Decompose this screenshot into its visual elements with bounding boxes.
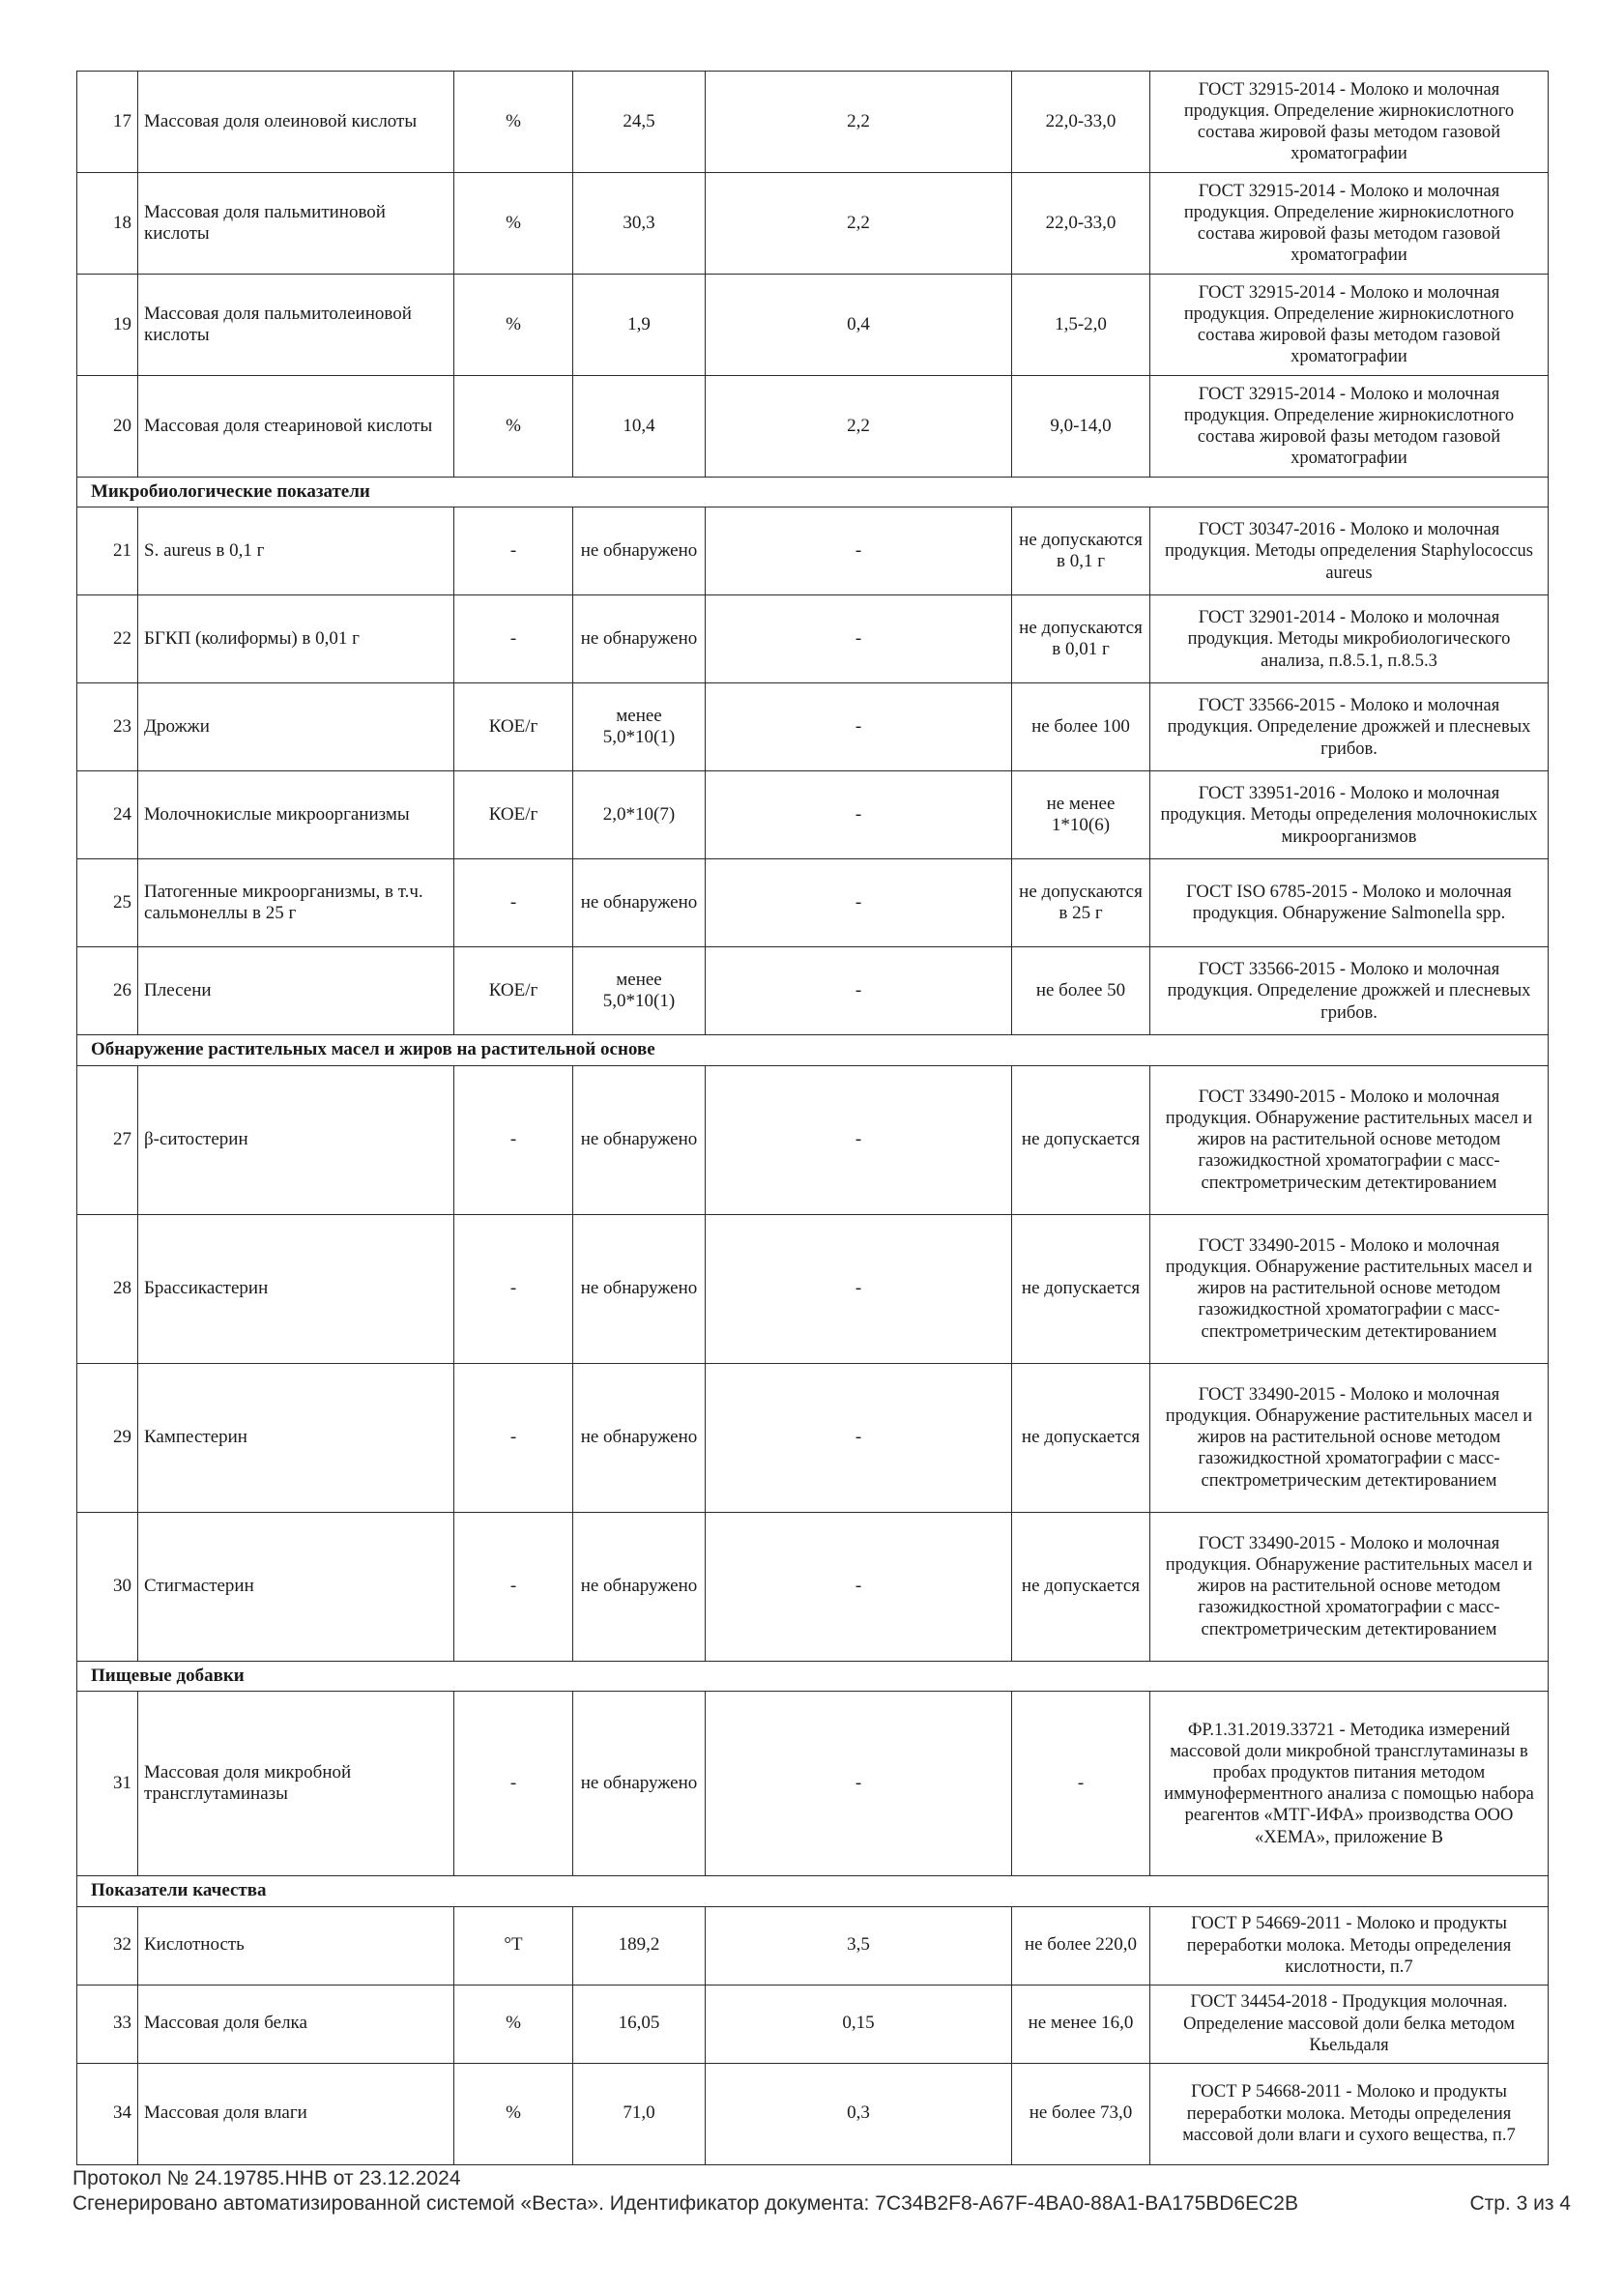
unit-cell: -: [454, 1214, 573, 1363]
error-cell: 2,2: [706, 173, 1012, 275]
method-cell: ГОСТ 33490-2015 - Молоко и молочная продукция. Обнаружение растительных масел и жиров на растительной основе методом газожидкостной хроматографии с масс-спектрометрическим детектированием: [1150, 1363, 1549, 1512]
method-cell: ГОСТ 32915-2014 - Молоко и молочная продукция. Определение жирнокислотного состава жировой фазы методом газовой хроматографии: [1150, 173, 1549, 275]
unit-cell: -: [454, 1692, 573, 1876]
table-row: [77, 1363, 1549, 1512]
error-cell: 2,2: [706, 376, 1012, 478]
result-cell: не обнаружено: [573, 859, 706, 947]
method-cell: ГОСТ 33490-2015 - Молоко и молочная продукция. Обнаружение растительных масел и жиров на растительной основе методом газожидкостной хроматографии с масс-спектрометрическим детектированием: [1150, 1512, 1549, 1661]
result-cell: 1,9: [573, 275, 706, 376]
indicator-name: Массовая доля белка: [138, 1985, 454, 2063]
method-cell: ГОСТ 33951-2016 - Молоко и молочная продукция. Методы определения молочнокислых микроорганизмов: [1150, 771, 1549, 859]
row-number: 34: [77, 2063, 138, 2164]
norm-cell: не более 100: [1012, 683, 1150, 771]
table-row: [77, 1906, 1549, 1985]
row-number: 17: [77, 72, 138, 173]
error-cell: -: [706, 947, 1012, 1035]
method-cell: ГОСТ ISO 6785-2015 - Молоко и молочная продукция. Обнаружение Salmonella spp.: [1150, 859, 1549, 947]
method-cell: ГОСТ 32915-2014 - Молоко и молочная продукция. Определение жирнокислотного состава жировой фазы методом газовой хроматографии: [1150, 376, 1549, 478]
unit-cell: КОЕ/г: [454, 947, 573, 1035]
row-number: 25: [77, 859, 138, 947]
error-cell: -: [706, 1692, 1012, 1876]
indicator-name: Массовая доля пальмитиновой кислоты: [138, 173, 454, 275]
results-table-body: [77, 72, 1549, 2165]
norm-cell: не менее 16,0: [1012, 1985, 1150, 2063]
method-cell: ГОСТ Р 54669-2011 - Молоко и продукты переработки молока. Методы определения кислотности, п.7: [1150, 1906, 1549, 1985]
norm-cell: 9,0-14,0: [1012, 376, 1150, 478]
norm-cell: не более 220,0: [1012, 1906, 1150, 1985]
indicator-name: Дрожжи: [138, 683, 454, 771]
indicator-name: Патогенные микроорганизмы, в т.ч. сальмонеллы в 25 г: [138, 859, 454, 947]
result-cell: 16,05: [573, 1985, 706, 2063]
result-cell: 24,5: [573, 72, 706, 173]
unit-cell: -: [454, 1363, 573, 1512]
unit-cell: -: [454, 507, 573, 595]
norm-cell: не допускается: [1012, 1214, 1150, 1363]
norm-cell: не допускаются в 25 г: [1012, 859, 1150, 947]
table-row: [77, 1692, 1549, 1876]
indicator-name: Кислотность: [138, 1906, 454, 1985]
section-title: Пищевые добавки: [77, 1661, 1549, 1691]
method-cell: ГОСТ Р 54668-2011 - Молоко и продукты переработки молока. Методы определения массовой доли влаги и сухого вещества, п.7: [1150, 2063, 1549, 2164]
method-cell: ГОСТ 32915-2014 - Молоко и молочная продукция. Определение жирнокислотного состава жировой фазы методом газовой хроматографии: [1150, 72, 1549, 173]
indicator-name: S. aureus в 0,1 г: [138, 507, 454, 595]
row-number: 24: [77, 771, 138, 859]
error-cell: 0,15: [706, 1985, 1012, 2063]
row-number: 33: [77, 1985, 138, 2063]
unit-cell: °Т: [454, 1906, 573, 1985]
result-cell: не обнаружено: [573, 1512, 706, 1661]
method-cell: ГОСТ 30347-2016 - Молоко и молочная продукция. Методы определения Staphylococcus aureus: [1150, 507, 1549, 595]
table-row: [77, 275, 1549, 376]
norm-cell: не более 73,0: [1012, 2063, 1150, 2164]
unit-cell: -: [454, 1065, 573, 1214]
result-cell: не обнаружено: [573, 595, 706, 683]
generated-note: Сгенерировано автоматизированной системой «Веста». Идентификатор документа: 7C34B2F8-A67F-4BA0-88A1-BA175BD6EC2B: [72, 2191, 1298, 2215]
indicator-name: Массовая доля пальмитолеиновой кислоты: [138, 275, 454, 376]
results-table: [76, 71, 1549, 2165]
indicator-name: БГКП (колиформы) в 0,01 г: [138, 595, 454, 683]
row-number: 32: [77, 1906, 138, 1985]
error-cell: -: [706, 1512, 1012, 1661]
error-cell: 2,2: [706, 72, 1012, 173]
norm-cell: -: [1012, 1692, 1150, 1876]
indicator-name: Брассикастерин: [138, 1214, 454, 1363]
table-row: [77, 1985, 1549, 2063]
page-footer: [72, 2166, 1571, 2216]
method-cell: ГОСТ 34454-2018 - Продукция молочная. Определение массовой доли белка методом Кьельдаля: [1150, 1985, 1549, 2063]
table-row: [77, 376, 1549, 478]
unit-cell: %: [454, 275, 573, 376]
section-header-quality: [77, 1876, 1549, 1906]
protocol-number: Протокол № 24.19785.ННВ от 23.12.2024: [72, 2167, 461, 2189]
norm-cell: 22,0-33,0: [1012, 173, 1150, 275]
error-cell: -: [706, 595, 1012, 683]
unit-cell: %: [454, 376, 573, 478]
error-cell: -: [706, 1065, 1012, 1214]
row-number: 26: [77, 947, 138, 1035]
table-row: [77, 173, 1549, 275]
method-cell: ГОСТ 33566-2015 - Молоко и молочная продукция. Определение дрожжей и плесневых грибов.: [1150, 683, 1549, 771]
error-cell: -: [706, 1363, 1012, 1512]
row-number: 20: [77, 376, 138, 478]
table-row: [77, 771, 1549, 859]
result-cell: не обнаружено: [573, 507, 706, 595]
unit-cell: %: [454, 173, 573, 275]
table-row: [77, 72, 1549, 173]
unit-cell: %: [454, 72, 573, 173]
norm-cell: не менее 1*10(6): [1012, 771, 1150, 859]
norm-cell: не допускается: [1012, 1065, 1150, 1214]
table-row: [77, 683, 1549, 771]
result-cell: 30,3: [573, 173, 706, 275]
row-number: 31: [77, 1692, 138, 1876]
section-title: Обнаружение растительных масел и жиров на растительной основе: [77, 1035, 1549, 1065]
table-row: [77, 859, 1549, 947]
error-cell: -: [706, 771, 1012, 859]
unit-cell: %: [454, 2063, 573, 2164]
indicator-name: Плесени: [138, 947, 454, 1035]
table-row: [77, 1065, 1549, 1214]
norm-cell: 1,5-2,0: [1012, 275, 1150, 376]
norm-cell: не допускаются в 0,01 г: [1012, 595, 1150, 683]
row-number: 22: [77, 595, 138, 683]
page-number: Стр. 3 из 4: [1469, 2191, 1571, 2215]
error-cell: 0,4: [706, 275, 1012, 376]
indicator-name: Массовая доля стеариновой кислоты: [138, 376, 454, 478]
norm-cell: не допускается: [1012, 1363, 1150, 1512]
section-title: Показатели качества: [77, 1876, 1549, 1906]
method-cell: ГОСТ 32915-2014 - Молоко и молочная продукция. Определение жирнокислотного состава жировой фазы методом газовой хроматографии: [1150, 275, 1549, 376]
result-cell: не обнаружено: [573, 1065, 706, 1214]
table-row: [77, 507, 1549, 595]
row-number: 23: [77, 683, 138, 771]
indicator-name: Кампестерин: [138, 1363, 454, 1512]
row-number: 27: [77, 1065, 138, 1214]
section-header-micro: [77, 478, 1549, 507]
method-cell: ГОСТ 33566-2015 - Молоко и молочная продукция. Определение дрожжей и плесневых грибов.: [1150, 947, 1549, 1035]
method-cell: ГОСТ 33490-2015 - Молоко и молочная продукция. Обнаружение растительных масел и жиров на растительной основе методом газожидкостной хроматографии с масс-спектрометрическим детектированием: [1150, 1214, 1549, 1363]
result-cell: не обнаружено: [573, 1692, 706, 1876]
error-cell: -: [706, 507, 1012, 595]
method-cell: ФР.1.31.2019.33721 - Методика измерений массовой доли микробной трансглутаминазы в пробах продуктов питания методом иммуноферментного анализа с помощью набора реагентов «МТГ-ИФА» производства ООО «ХЕМА», приложение В: [1150, 1692, 1549, 1876]
unit-cell: -: [454, 1512, 573, 1661]
result-cell: 10,4: [573, 376, 706, 478]
result-cell: 189,2: [573, 1906, 706, 1985]
error-cell: -: [706, 683, 1012, 771]
indicator-name: Молочнокислые микроорганизмы: [138, 771, 454, 859]
table-row: [77, 2063, 1549, 2164]
indicator-name: β-ситостерин: [138, 1065, 454, 1214]
table-row: [77, 1214, 1549, 1363]
section-header-additives: [77, 1661, 1549, 1691]
error-cell: 0,3: [706, 2063, 1012, 2164]
result-cell: не обнаружено: [573, 1214, 706, 1363]
method-cell: ГОСТ 32901-2014 - Молоко и молочная продукция. Методы микробиологического анализа, п.8.5.1, п.8.5.3: [1150, 595, 1549, 683]
indicator-name: Массовая доля олеиновой кислоты: [138, 72, 454, 173]
result-cell: 2,0*10(7): [573, 771, 706, 859]
row-number: 28: [77, 1214, 138, 1363]
error-cell: -: [706, 1214, 1012, 1363]
unit-cell: КОЕ/г: [454, 683, 573, 771]
method-cell: ГОСТ 33490-2015 - Молоко и молочная продукция. Обнаружение растительных масел и жиров на растительной основе методом газожидкостной хроматографии с масс-спектрометрическим детектированием: [1150, 1065, 1549, 1214]
unit-cell: КОЕ/г: [454, 771, 573, 859]
error-cell: 3,5: [706, 1906, 1012, 1985]
row-number: 18: [77, 173, 138, 275]
unit-cell: -: [454, 595, 573, 683]
unit-cell: -: [454, 859, 573, 947]
report-sheet: [76, 71, 1548, 2165]
indicator-name: Массовая доля микробной трансглутаминазы: [138, 1692, 454, 1876]
row-number: 30: [77, 1512, 138, 1661]
norm-cell: не более 50: [1012, 947, 1150, 1035]
table-row: [77, 1512, 1549, 1661]
norm-cell: 22,0-33,0: [1012, 72, 1150, 173]
row-number: 19: [77, 275, 138, 376]
error-cell: -: [706, 859, 1012, 947]
norm-cell: не допускаются в 0,1 г: [1012, 507, 1150, 595]
row-number: 29: [77, 1363, 138, 1512]
norm-cell: не допускается: [1012, 1512, 1150, 1661]
table-row: [77, 595, 1549, 683]
indicator-name: Стигмастерин: [138, 1512, 454, 1661]
section-header-vegetable: [77, 1035, 1549, 1065]
result-cell: не обнаружено: [573, 1363, 706, 1512]
unit-cell: %: [454, 1985, 573, 2063]
result-cell: 71,0: [573, 2063, 706, 2164]
section-title: Микробиологические показатели: [77, 478, 1549, 507]
table-row: [77, 947, 1549, 1035]
result-cell: менее 5,0*10(1): [573, 683, 706, 771]
indicator-name: Массовая доля влаги: [138, 2063, 454, 2164]
result-cell: менее 5,0*10(1): [573, 947, 706, 1035]
row-number: 21: [77, 507, 138, 595]
